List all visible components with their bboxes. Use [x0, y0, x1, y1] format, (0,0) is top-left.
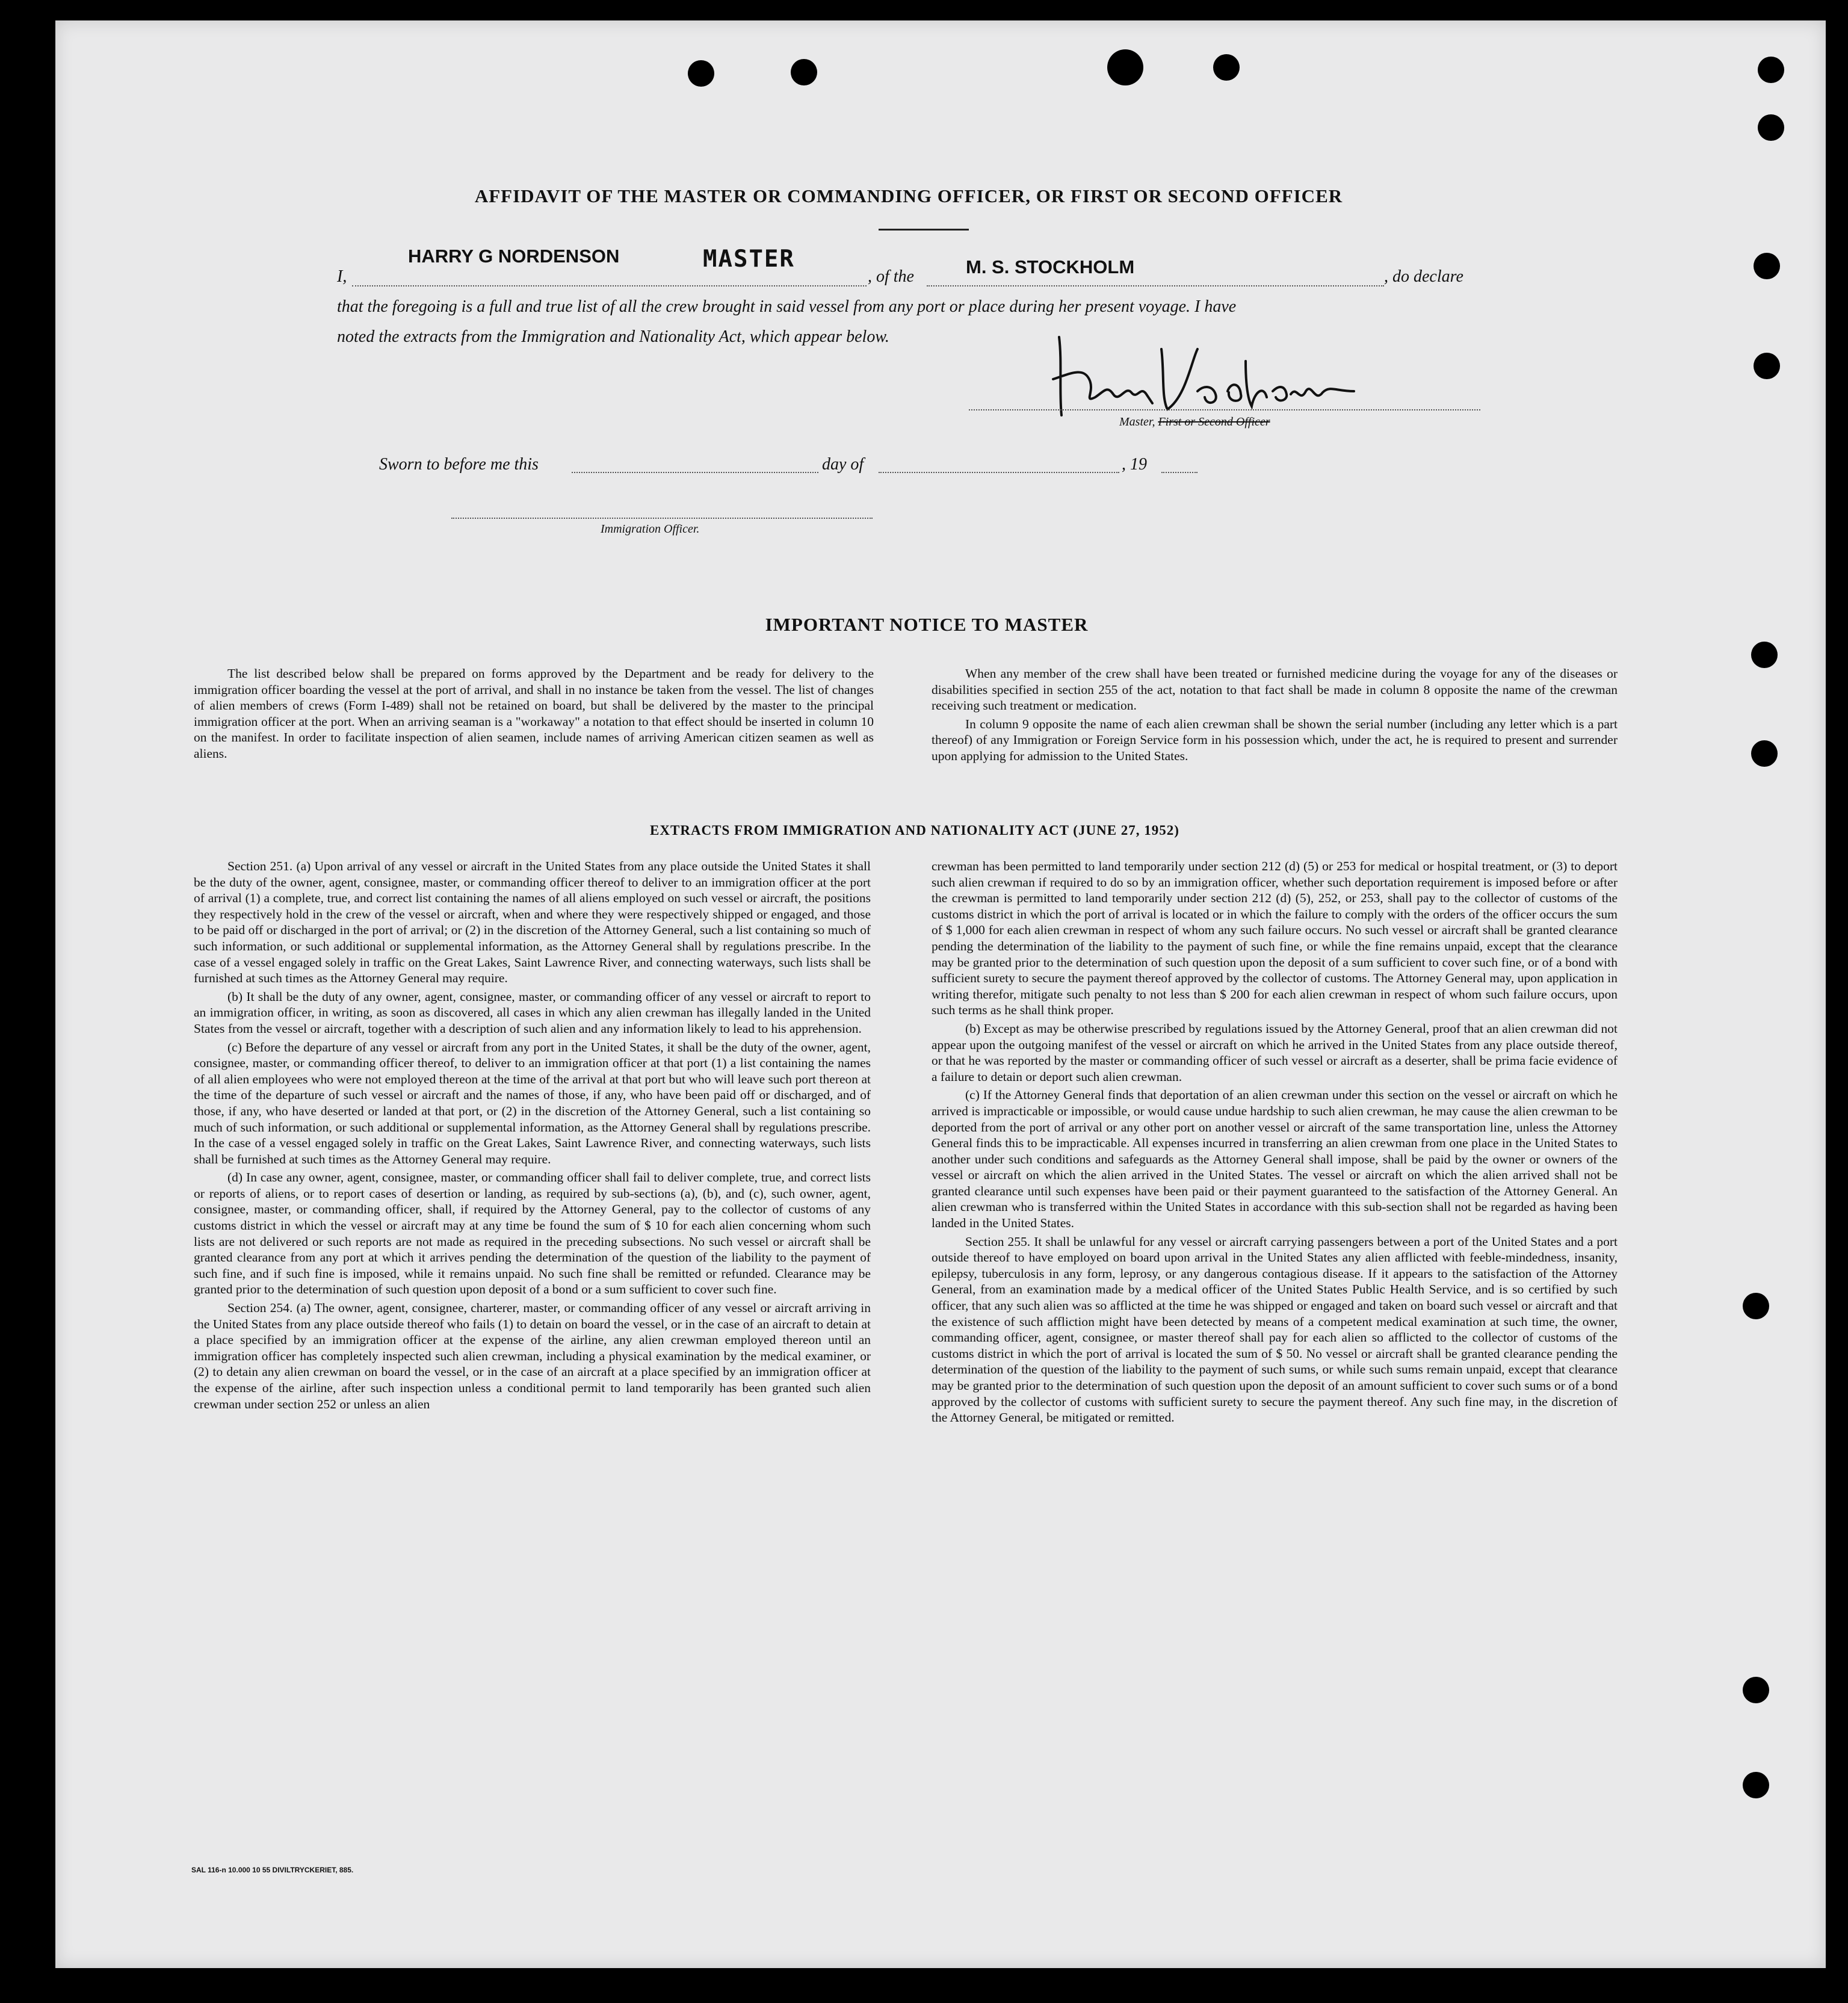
- do-declare-text: , do declare: [1384, 267, 1463, 286]
- punch-hole: [1213, 54, 1240, 81]
- notice-paragraph: When any member of the crew shall have been treated or furnished medicine during the voyage for any of the diseases or disabilities specified in section 255 of the act, notation to that fact shall be made in column 8 opposite the name of the crewman receiving such treatment or medication.: [932, 666, 1618, 713]
- section-254b: (b) Except as may be otherwise prescribed by regulations issued by the Attorney General, proof that an alien crewman did not appear upon the outgoing manifest of the vessel or aircraft on which he arrived in the United States from any place outside thereof, or that he was reported by the master or commanding officer of such vessel or aircraft as a deserter, shall be prima facie evidence of a failure to detain or deport such alien crewman.: [932, 1021, 1618, 1084]
- punch-hole: [1743, 1772, 1769, 1798]
- caption-struck-officer: First or Second Officer: [1158, 415, 1270, 429]
- punch-hole: [1754, 253, 1780, 279]
- section-254a-continued: crewman has been permitted to land temporarily under section 212 (d) (5) or 253 for medical or hospital treatment, or (3) to deport such alien crewman if required to do so by an immigration officer, whether such deportation requirement is imposed before or after the crewman is permitted to land temporarily under section 212 (d) (5), 252, or 253, shall pay to the collector of customs of the customs district in which the port of arrival is located or in which the failure to comply with the orders of the officer occurs the sum of $ 1,000 for each alien crewman in respect of whom any such failure occurs. No such vessel or aircraft shall be granted clearance pending the determination of the liability to the payment of such fine, or while the fine remains unpaid, except that the clearance may be granted prior to the determination of such question upon the deposit of a sum sufficient to cover such fine, or of a bond with sufficient surety to secure the payment thereof approved by the collector of customs. The Attorney General may, upon application in writing therefor, mitigate such penalty to not less than $ 200 for each alien crewman in respect of whom such failure occurs, upon such terms as he shall think proper.: [932, 859, 1618, 1018]
- punch-hole: [1754, 353, 1780, 379]
- rank-field[interactable]: MASTER: [703, 246, 795, 273]
- punch-hole: [1758, 114, 1784, 141]
- signature-caption: [1119, 415, 1270, 429]
- extracts-title: EXTRACTS FROM IMMIGRATION AND NATIONALITY ACT (JUNE 27, 1952): [650, 823, 1179, 838]
- affidavit-title: AFFIDAVIT OF THE MASTER OR COMMANDING OFFICER, OR FIRST OR SECOND OFFICER: [474, 185, 1343, 206]
- notice-left-column: [194, 666, 874, 764]
- extracts-left-column: [194, 858, 871, 1414]
- punch-hole: [1743, 1293, 1769, 1319]
- punch-hole: [1107, 49, 1143, 85]
- notice-paragraph: In column 9 opposite the name of each alien crewman shall be shown the serial number (including any letter which is a part thereof) of any Immigration or Foreign Service form in his possession which, under the act, he is required to present and surrender upon applying for admission to the United States.: [932, 716, 1618, 763]
- punch-hole: [688, 60, 714, 87]
- punch-hole: [1743, 1677, 1769, 1703]
- section-254c: (c) If the Attorney General finds that deportation of an alien crewman under this section on the vessel or aircraft on which he arrived is impracticable or impossible, or would cause undue hardship to such alien crewman, he may cause the alien crewman to be deported from the port of arrival or any other port on another vessel or aircraft of the same transportation line, unless the Attorney General finds this to be impracticable. All expenses incurred in transferring an alien crewman from one place in the United States to another under such conditions and safeguards as the Attorney General shall impose, shall be paid by the owner or owners of the vessel or aircraft on which the alien arrived in the United States. The vessel or aircraft on which the alien arrived shall not be granted clearance until such expenses have been paid or their payment guaranteed to the satisfaction of the Attorney General. An alien crewman who is transferred within the United States in accordance with this sub-section shall not be regarded as having been landed in the United States.: [932, 1088, 1618, 1231]
- punch-hole: [1751, 740, 1778, 767]
- caption-master: Master,: [1119, 415, 1155, 429]
- section-251d: (d) In case any owner, agent, consignee, master, or commanding officer shall fail to deliver complete, true, and correct lists or reports of aliens, or to report cases of desertion or landing, as required by sub-sections (a), (b), and (c), such owner, agent, consignee, master, or commanding officer, shall, if required by the Attorney General, pay to the collector of customs of any customs district in which the vessel or aircraft may at any time be found the sum of $ 10 for each alien concerning whom such lists are not delivered or such reports are not made as required in the preceding subsections. No such vessel or aircraft shall be granted clearance from any port at which it arrives pending the determination of the question of the liability to the payment of such fine, and if such fine is imposed, while it remains unpaid. No such fine shall be remitted or refunded. Clearance may be granted prior to the determination of such question upon deposit of a bond or a sum sufficient to cover such fine.: [194, 1170, 871, 1297]
- year-prefix-text: , 19: [1122, 455, 1147, 474]
- signature-line: [969, 404, 1480, 410]
- sworn-month-line[interactable]: [879, 457, 1119, 473]
- officer-caption: Immigration Officer.: [601, 522, 700, 536]
- affidavit-prefix: I,: [337, 267, 347, 286]
- declaration-line-3: noted the extracts from the Immigration and Nationality Act, which appear below.: [337, 327, 889, 346]
- handwritten-signature: [1047, 325, 1360, 427]
- form-code: SAL 116-n 10.000 10 55 DIVILTRYCKERIET, 885.: [191, 1866, 354, 1874]
- of-the-text: , of the: [868, 267, 914, 286]
- declaration-line-2: that the foregoing is a full and true list of all the crew brought in said vessel from any port or place during her present voyage. I have: [337, 297, 1237, 316]
- notice-right-column: [932, 666, 1618, 767]
- sworn-text: Sworn to before me this: [379, 455, 539, 474]
- extracts-right-column: [932, 858, 1618, 1428]
- notice-title: IMPORTANT NOTICE TO MASTER: [765, 614, 1089, 635]
- punch-hole: [1751, 642, 1778, 668]
- section-251a: Section 251. (a) Upon arrival of any vessel or aircraft in the United States from any place outside the United States it shall be the duty of the owner, agent, consignee, master, or commanding officer thereof to deliver to an immigration officer at the port of arrival (1) a complete, true, and correct list containing the names of all aliens employed on such vessel or aircraft, the positions they respectively hold in the crew of the vessel or aircraft, when and where they were respectively shipped or engaged, and those to be paid off or discharged in the port of arrival; or (2) in the discretion of the Attorney General, such a list containing so much of such information, or such additional or supplemental information, as the Attorney General shall by regulations prescribe. In the case of a vessel engaged solely in traffic on the Great Lakes, Saint Lawrence River, and connecting waterways, such lists shall be furnished at such times as the Attorney General may require.: [194, 859, 871, 986]
- section-251c: (c) Before the departure of any vessel or aircraft from any port in the United States, it shall be the duty of the owner, agent, consignee, master, or commanding officer thereof, to deliver to an immigration officer at that port (1) a list containing the names of all alien employees who were not employed thereon at the time of the arrival at that port but who will leave such port thereon at the time of the departure of such vessel or aircraft and the names of those, if any, who have been paid off or discharged, and of those, if any, who have deserted or landed at that port, or (2) in the discretion of the Attorney General, such a list containing so much of such information, or such additional or supplemental information, as the Attorney General shall by regulations prescribe. In the case of a vessel engaged solely in traffic on the Great Lakes, Saint Lawrence River, and connecting waterways, such lists shall be furnished at such times as the Attorney General may require.: [194, 1039, 871, 1166]
- punch-hole: [1758, 57, 1784, 83]
- section-255: Section 255. It shall be unlawful for any vessel or aircraft carrying passengers between a port of the United States and a port outside thereof to have employed on board upon arrival in the United States any alien afflicted with feeble-mindedness, insanity, epilepsy, tuberculosis in any form, leprosy, or any dangerous contagious disease. If it appears to the satisfaction of the Attorney General, from an examination made by a medical officer of the United States Public Health Service, and is so certified by such officer, that any such alien was so afflicted at the time he was shipped or engaged and taken on board such vessel or aircraft and that the existence of such affliction might have been detected by means of a competent medical examination at such time, the owner, commanding officer, agent, consignee, or master thereof shall pay for each alien so afflicted to the collector of customs of the customs district in which the port of arrival is located the sum of $ 50. No vessel or aircraft shall be granted clearance pending the determination of the question of the liability to the payment of such sums, or while such sums remain unpaid, except that clearance may be granted prior to the determination of such question upon the deposit of an amount sufficient to cover such sums or of a bond approved by the collector of customs with sufficient surety to secure the payment thereof. Any such fine may, in the discretion of the Attorney General, be mitigated or remitted.: [932, 1234, 1618, 1425]
- officer-signature-line[interactable]: [451, 506, 873, 519]
- vessel-name-field[interactable]: M. S. STOCKHOLM: [966, 256, 1135, 277]
- section-254a: Section 254. (a) The owner, agent, consignee, charterer, master, or commanding officer of any vessel or aircraft arriving in the United States from any place outside thereof who fails (1) to detain on board the vessel, or in the case of an aircraft to detain at a place specified by an immigration officer at the expense of the airline, any alien crewman employed thereon until an immigration officer has completely inspected such alien crewman, including a physical examination by the medical examiner, or (2) to detain any alien crewman on board the vessel, or in the case of an aircraft at a place specified by an immigration officer at the expense of the airline, after such inspection unless a conditional permit to land temporarily has been granted such alien crewman under section 252 or unless an alien: [194, 1301, 871, 1411]
- sworn-year-line[interactable]: [1161, 457, 1197, 473]
- notice-paragraph: The list described below shall be prepared on forms approved by the Department and be ready for delivery to the immigration officer boarding the vessel at the port of arrival, and shall in no instance be taken from the vessel. The list of changes of alien members of crews (Form I-489) shall not be retained on board, but shall be delivered by the master to the principal immigration officer at the port. When an arriving seaman is a "workaway" a notation to that effect should be inserted in column 10 on the manifest. In order to facilitate inspection of alien seamen, include names of arriving American citizen seamen as well as aliens.: [194, 666, 874, 761]
- section-251b: (b) It shall be the duty of any owner, agent, consignee, master, or commanding officer of any vessel or aircraft to report to an immigration officer, in writing, as soon as discovered, all cases in which any alien crewman has illegally landed in the United States from the vessel or aircraft, together with a description of such alien and any information likely to lead to his apprehension.: [194, 989, 871, 1036]
- punch-hole: [791, 59, 817, 85]
- title-divider: [879, 229, 969, 231]
- master-name-field[interactable]: HARRY G NORDENSON: [408, 246, 620, 267]
- sworn-day-line[interactable]: [572, 457, 818, 473]
- day-of-text: day of: [822, 455, 864, 474]
